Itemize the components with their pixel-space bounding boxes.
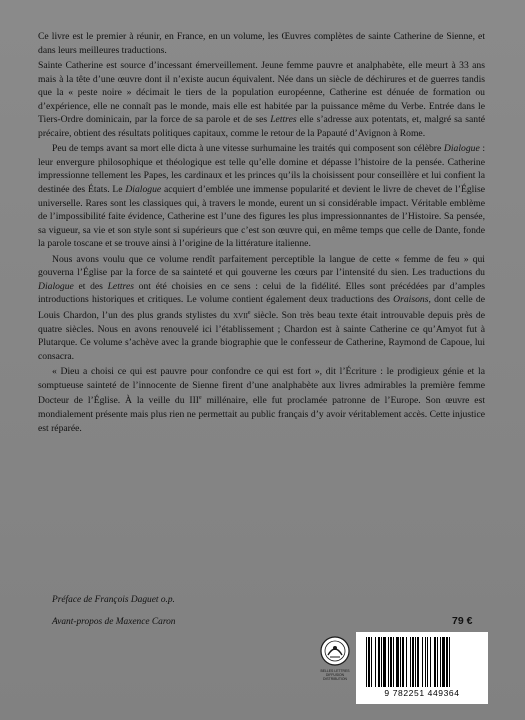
price-label: 79 € [452, 615, 473, 627]
paragraph-5: « Dieu a choisi ce qui est pauvre pour confondre ce qui est fort », dit l’Écriture : le prodigieux génie et la somptueuse sainteté de l’innocente de Sienne firent d’une analphabète aux livres admirables la première femme Docteur de l’Église. À la veille du IIIe millénaire, elle fut proclamée patronne de l’Europe. Son œuvre est mondialement présente mais plus rien ne permettait au public français d’y avoir véritablement accès. Cette injustice est réparée. [38, 366, 486, 434]
publisher-logo [317, 635, 353, 683]
blurb-text [38, 30, 485, 437]
publisher-emblem-icon [317, 635, 353, 669]
isbn-barcode [356, 632, 488, 704]
isbn-digits: 9 782251 449364 [384, 688, 460, 698]
foreword-credit: Avant-propos de Maxence Caron [52, 617, 176, 627]
paragraph-1: Ce livre est le premier à réunir, en France, en un volume, les Œuvres complètes de sainte Catherine de Sienne, et dans leurs meilleures traductions. [38, 31, 485, 56]
paragraph-4: Nous avons voulu que ce volume rendît parfaitement perceptible la langue de cette « femme de feu » qui gouverna l’Église par la force de sa sainteté et qui gouverne les cœurs par l’intensité du sien. Les traductions du Dialogue et des Lettres ont été choisies en ce sens : celui de la fidélité. Elles sont précédées par d’amples introductions historiques et critiques. Le volume contient également deux traductions des Oraisons, dont celle de Louis Chardon, l’un des plus grands stylistes du xvii$^e$ siècle. Son très beau texte était introuvable depuis près de quatre siècles. Nous en avons renouvelé ici l’établissement ; Chardon est à sainte Catherine ce qu’Amyot fut à Plutarque. Ce volume s’achève avec la grande biographie que le confesseur de Catherine, Raymond de Capoue, lui consacra. [38, 253, 486, 362]
publisher-name: BELLES LETTRES DIFFUSION DISTRIBUTION [320, 669, 350, 681]
paragraph-3: Peu de temps avant sa mort elle dicta à une vitesse surhumaine les traités qui composent son célèbre Dialogue : leur envergure philosophique et théologique est telle qu’elle domine et dépasse l’histoire de la pensée. Catherine impressionne tellement les Papes, les cardinaux et les princes qu’ils la choisissent pour conseillère et lui confient la destinée des États. Le Dialogue acquiert d’emblée une immense popularité et devient le livre de chevet de l’Église universelle. Rares sont les classiques qui, à travers le monde, eurent un si considérable impact. Véritable emblème de l’impossibilité faite évidence, Catherine est l’une des figures les plus impressionnantes de l’Histoire. Sa pensée, sa vigueur, sa vie et son style sont si supérieurs que c’est son œuvre qui, en même temps que celle de Dante, fonde la parole toscane et se trouve ainsi à l’origine de la littérature italienne. [38, 143, 486, 250]
credits [52, 589, 176, 633]
preface-credit: Préface de François Daguet o.p. [52, 595, 175, 605]
paragraph-2: Sainte Catherine est source d’incessant émerveillement. Jeune femme pauvre et analphabète, elle meurt à 33 ans mais à la tête d’une œuvre dont il n’existe aucun équivalent. Née dans un siècle de déchirures et de guerres tandis que la « peste noire » décimait le tiers de la population européenne, Catherine est dénuée de formation ou d’expérience, elle ne connaît pas le monde, mais elle est habitée par la puissance même du Verbe. Entrée dans le Tiers-Ordre dominicain, par la force de sa parole et de ses Lettres elle s’adresse aux potentats, et, malgré sa santé précaire, obtient des résultats politiques capitaux, comme le retour de la Papauté d’Avignon à Rome. [38, 60, 486, 139]
barcode-icon [366, 637, 478, 687]
